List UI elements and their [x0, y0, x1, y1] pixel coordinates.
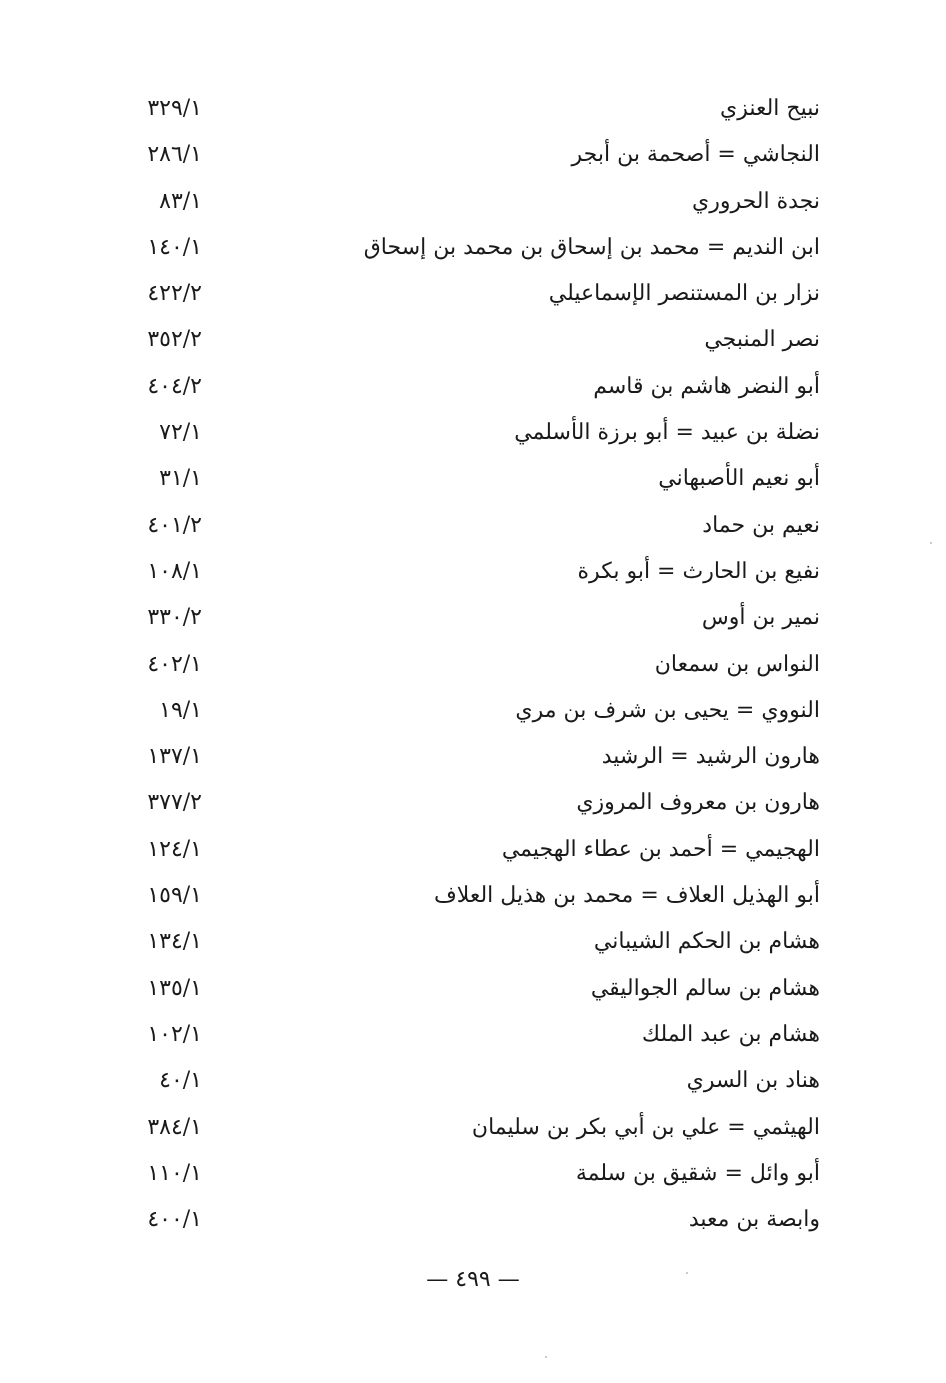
index-entry: [120, 734, 820, 780]
index-entry: [120, 271, 820, 317]
index-entry: [120, 642, 820, 688]
entry-name: نعيم بن حماد: [702, 512, 820, 538]
entry-name: نبيح العنزي: [719, 96, 820, 121]
index-entry: [120, 1197, 820, 1243]
index-entry: [120, 456, 820, 502]
entry-page-ref: ١٤٠/١: [147, 234, 202, 260]
entry-page-ref: ٤٢٢/٢: [147, 281, 202, 307]
entry-page-ref: ٣٨٤/١: [147, 1114, 202, 1140]
entry-page-ref: ١٩/١: [159, 697, 202, 723]
entry-name: نجدة الحروري: [691, 188, 820, 214]
index-entry: [120, 827, 820, 873]
scan-speck: [930, 542, 932, 544]
index-entry: [120, 179, 820, 225]
entry-name: الهجيمي = أحمد بن عطاء الهجيمي: [501, 836, 820, 862]
entry-name: النواس بن سمعان: [654, 651, 820, 677]
index-entry: [120, 919, 820, 965]
index-entry: [120, 1105, 820, 1151]
scan-speck: [545, 1356, 547, 1358]
entry-page-ref: ١٠٢/١: [147, 1021, 202, 1047]
index-entry: [120, 873, 820, 919]
entry-name: هشام بن الحكم الشيباني: [593, 929, 820, 955]
entry-name: هناد بن السري: [686, 1068, 820, 1094]
entry-page-ref: ١٣٥/١: [147, 975, 202, 1001]
entry-page-ref: ٤٠٠/١: [147, 1207, 202, 1233]
name-index-list: [120, 86, 820, 1243]
index-entry: [120, 1012, 820, 1058]
entry-page-ref: ١٣٧/١: [147, 744, 202, 770]
entry-name: نصر المنبجي: [704, 327, 820, 353]
entry-name: نضلة بن عبيد = أبو برزة الأسلمي: [514, 420, 820, 446]
entry-name: أبو الهذيل العلاف = محمد بن هذيل العلاف: [433, 883, 820, 909]
entry-name: وابصة بن معبد: [688, 1207, 820, 1233]
entry-name: النووي = يحيى بن شرف بن مري: [515, 697, 820, 723]
index-entry: [120, 688, 820, 734]
index-entry: [120, 225, 820, 271]
entry-page-ref: ٨٣/١: [159, 188, 202, 214]
entry-page-ref: ١٥٩/١: [147, 883, 202, 909]
entry-name: أبو وائل = شقيق بن سلمة: [575, 1160, 820, 1186]
entry-name: نمير بن أوس: [701, 605, 820, 631]
index-entry: [120, 317, 820, 363]
entry-page-ref: ٤٠١/٢: [147, 512, 202, 538]
entry-name: هشام بن عبد الملك: [641, 1021, 820, 1047]
entry-page-ref: ١٢٤/١: [147, 836, 202, 862]
index-entry: [120, 364, 820, 410]
entry-name: أبو نعيم الأصبهاني: [658, 466, 820, 492]
entry-page-ref: ٤٠٤/٢: [147, 373, 202, 399]
index-entry: [120, 410, 820, 456]
index-entry: [120, 86, 820, 132]
index-entry: [120, 595, 820, 641]
page-number: — ٤٩٩ —: [426, 1267, 520, 1292]
index-entry: [120, 1151, 820, 1197]
entry-page-ref: ٤٠/١: [159, 1068, 202, 1094]
entry-name: هشام بن سالم الجواليقي: [590, 975, 820, 1001]
entry-name: الهيثمي = علي بن أبي بكر بن سليمان: [471, 1114, 820, 1140]
entry-page-ref: ١٠٨/١: [147, 558, 202, 584]
index-entry: [120, 1058, 820, 1104]
entry-name: ابن النديم = محمد بن إسحاق بن محمد بن إسحاق: [363, 234, 820, 260]
entry-name: هارون بن معروف المروزي: [576, 790, 820, 816]
index-entry: [120, 132, 820, 178]
entry-page-ref: ٣٣٠/٢: [147, 605, 202, 631]
index-entry: [120, 966, 820, 1012]
entry-name: نفيع بن الحارث = أبو بكرة: [577, 558, 820, 584]
entry-page-ref: ٣٢٩/١: [147, 96, 202, 121]
entry-page-ref: ٤٠٢/١: [147, 651, 202, 677]
entry-name: هارون الرشيد = الرشيد: [601, 744, 820, 770]
entry-name: أبو النضر هاشم بن قاسم: [593, 373, 820, 399]
entry-name: النجاشي = أصحمة بن أبجر: [571, 142, 820, 168]
entry-page-ref: ١١٠/١: [147, 1160, 202, 1186]
entry-name: نزار بن المستنصر الإسماعيلي: [548, 281, 820, 307]
entry-page-ref: ٣١/١: [159, 466, 202, 492]
scan-speck: [686, 1272, 688, 1274]
entry-page-ref: ٢٨٦/١: [147, 142, 202, 168]
entry-page-ref: ٣٥٢/٢: [147, 327, 202, 353]
index-entry: [120, 503, 820, 549]
index-entry: [120, 780, 820, 826]
index-entry: [120, 549, 820, 595]
entry-page-ref: ٣٧٧/٢: [147, 790, 202, 816]
entry-page-ref: ١٣٤/١: [147, 929, 202, 955]
entry-page-ref: ٧٢/١: [159, 420, 202, 446]
